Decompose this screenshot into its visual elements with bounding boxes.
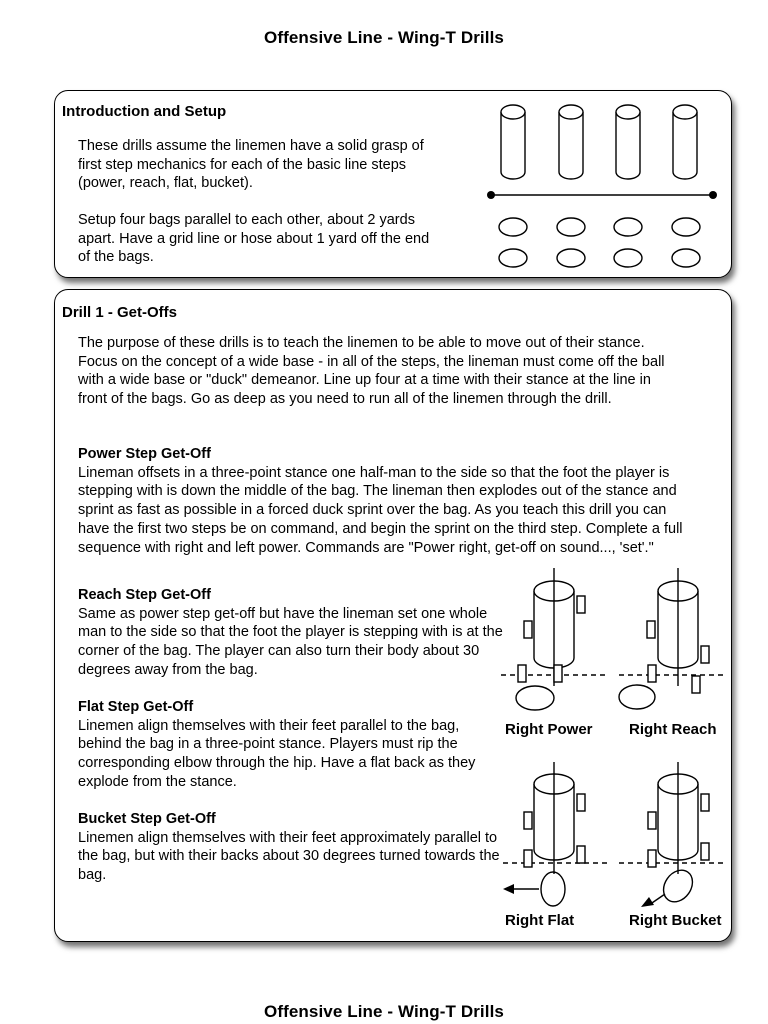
right-power-label: Right Power [505, 721, 593, 738]
bag-4 [673, 105, 697, 179]
right-power-diagram [499, 566, 619, 716]
right-reach-diagram [615, 566, 733, 716]
drill-1-heading: Drill 1 - Get-Offs [62, 304, 178, 321]
right-flat-diagram [499, 758, 619, 908]
reach-step-section [78, 586, 506, 680]
flat-step-section [78, 698, 506, 792]
bag-2 [559, 105, 583, 179]
footer-title: Offensive Line - Wing-T Drills [264, 1002, 504, 1021]
bucket-step-title: Bucket Step Get-Off [78, 811, 216, 827]
intro-paragraph-1: These drills assume the linemen have a solid grasp of first step mechanics for each of the basic line steps (power, reach, flat, bucket). [78, 138, 424, 192]
bucket-step-section [78, 810, 506, 885]
power-step-title: Power Step Get-Off [78, 446, 211, 462]
drill-1-intro: The purpose of these drills is to teach the linemen to be able to move out of their stance. Focus on the concept of a wide base - in all of the steps, the lineman must come off the ball with a wide base or "duck" demeanor. Line up four at a time with their stance at the line in front of the bags. Go as deep as you need to run all of the linemen through the drill. [78, 335, 665, 408]
power-step-section [78, 445, 686, 557]
intro-paragraph-2: Setup four bags parallel to each other, about 2 yards apart. Have a grid line or hose about 1 yard off the end of the bags. [78, 212, 430, 266]
drill-1-panel [54, 289, 732, 942]
reach-step-title: Reach Step Get-Off [78, 587, 211, 603]
intro-heading: Introduction and Setup [62, 103, 227, 120]
bag-setup-diagram [485, 99, 725, 271]
flat-step-title: Flat Step Get-Off [78, 699, 194, 715]
flat-step-text: Linemen align themselves with their feet parallel to the bag, behind the bag in a three-point stance. Players must rip the corresponding elbow through the hip. Have a flat back as they explode from the stance. [78, 717, 476, 790]
bag-1 [501, 105, 525, 179]
page-title: Offensive Line - Wing-T Drills [264, 28, 504, 47]
right-reach-label: Right Reach [629, 721, 717, 738]
reach-step-text: Same as power step get-off but have the lineman set one whole man to the side so that the foot the player is stepping with is at the corner of the bag. The player can also turn their body about 30 degrees away from the bag. [78, 605, 503, 678]
right-bucket-label: Right Bucket [629, 912, 722, 929]
power-step-text: Lineman offsets in a three-point stance one half-man to the side so that the foot the player is stepping with is down the middle of the bag. The lineman then explodes out of the stance and sprint as fast as possible in a forced duck sprint over the bag. As you teach this drill you can have the first two steps be on command, and begin the sprint on the third step. Complete a full sequence with right and left power. Commands are "Power right, get-off on sound..., 'set'." [78, 464, 683, 556]
bucket-step-text: Linemen align themselves with their feet approximately parallel to the bag, but with their backs about 30 degrees turned towards the bag. [78, 829, 500, 884]
bag-3 [616, 105, 640, 179]
right-flat-label: Right Flat [505, 912, 575, 929]
intro-panel [54, 90, 732, 278]
player-markers [499, 218, 700, 267]
right-bucket-diagram [615, 758, 733, 908]
